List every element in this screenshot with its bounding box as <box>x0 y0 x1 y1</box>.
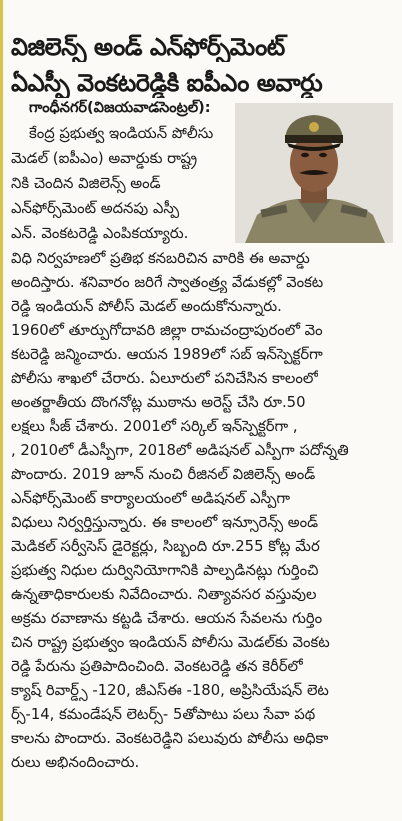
headline-line-2: ఏఎస్పీ వెంకటరెడ్డికి ఐపీఎం అవార్డు <box>11 69 323 97</box>
body-line: మెడల్ (ఐపీఎం) అవార్డుకు రాష్ట్ర <box>11 150 198 167</box>
body-line: విధులు నిర్వర్తిస్తున్నారు. ఈ కాలంలో ఇన్సూరెన్స్ అండ్ <box>11 514 319 531</box>
body-line: ర్స్-14, కమండేషన్ లెటర్స్- 5తోపాటు పలు సేవా పథ <box>11 706 316 723</box>
body-line: కటరెడ్డి జన్మించారు. ఆయన 1989లో సబ్ ఇన్‌స్పెక్టర్‌గా <box>11 346 323 363</box>
officer-photo <box>235 103 393 243</box>
body-line: నికి చెందిన విజిలెన్స్ అండ్ <box>11 175 161 192</box>
body-line: అందిస్తారు. శనివారం జరిగే స్వాతంత్ర్య వేడుకల్లో వెంకట <box>11 274 324 291</box>
body-line: ప్రభుత్వ నిధుల దుర్వినియోగానికి పాల్పడినట్లు గుర్తించి <box>11 562 319 579</box>
body-line: ఉన్నతాధికారులకు నివేదించారు. నిత్యావసర వస్తువుల <box>11 586 317 603</box>
body-line: క్యాష్ రివార్డ్స్ -120, జీఎస్ఈ -180, అప్రిసియేషన్ లెట <box>11 682 329 699</box>
body-line: రులు అభినందించారు. <box>11 754 140 771</box>
body-line: చిన రాష్ట్ర ప్రభుత్వం ఇండియన్ పోలీసు మెడల్‌కు వెంకట <box>11 634 330 651</box>
body-line: ఎన్‌ఫోర్స్‌మెంట్ కార్యాలయంలో అడిషనల్ ఎస్పీగా <box>11 490 290 507</box>
headline-line-1: విజిలెన్స్ అండ్ ఎన్‌ఫోర్స్‌మెంట్ <box>11 33 285 61</box>
dateline: గాంధీనగర్(విజయవాడసెంట్రల్): <box>29 100 211 116</box>
officer-portrait-image <box>235 103 393 243</box>
body-line: ఎన్‌ఫోర్స్‌మెంట్ అదనపు ఎస్పీ <box>11 200 180 217</box>
body-line: మెడికల్ సర్వీసెస్ డైరెక్టర్లు, సిబ్బంది రూ.255 కోట్ల మేర <box>11 538 320 555</box>
body-line: పోలీసు శాఖలో చేరారు. ఏలూరులో పనిచేసిన కాలంలో <box>11 370 319 387</box>
body-line: విధి నిర్వహణలో ప్రతిభ కనబరిచిన వారికి ఈ అవార్డు <box>11 250 310 267</box>
body-line: అంతర్జాతీయ దొంగనోట్ల ముఠాను అరెస్ట్ చేసి రూ.50 <box>11 394 306 411</box>
body-line: ఎన్. వెంకటరెడ్డి ఎంపికయ్యారు. <box>11 225 189 242</box>
body-line: పొందారు. 2019 జూన్ నుంచి రీజినల్ విజిలెన్స్ అండ్ <box>11 466 316 483</box>
body-line: కాలను పొందారు. వెంకటరెడ్డిని పలువురు పోలీసు అధికా <box>11 730 329 747</box>
body-line: అక్రమ రవాణాను కట్టడి చేశారు. ఆయన సేవలను గుర్తిం <box>11 610 323 627</box>
body-line: , 2010లో డీఎస్పీగా, 2018లో అడిషనల్ ఎస్పీగా పదోన్నతి <box>11 442 349 459</box>
body-line: లక్షలు సీజ్ చేశారు. 2001లో సర్కిల్ ఇన్‌స్పెక్టర్‌గా , <box>11 418 298 435</box>
body-line: రెడ్డి ఇండియన్ పోలీస్ మెడల్ అందుకోనున్నారు. <box>11 298 282 315</box>
body-line: రెడ్డి పేరును ప్రతిపాదించింది. వెంకటరెడ్డి తన కెరీర్‌లో <box>11 658 303 675</box>
body-line: కేంద్ర ప్రభుత్వ ఇండియన్ పోలీసు <box>29 125 214 142</box>
body-line: 1960లో తూర్పుగోదావరి జిల్లా రామచంద్రాపురంలో వెం <box>11 322 323 339</box>
